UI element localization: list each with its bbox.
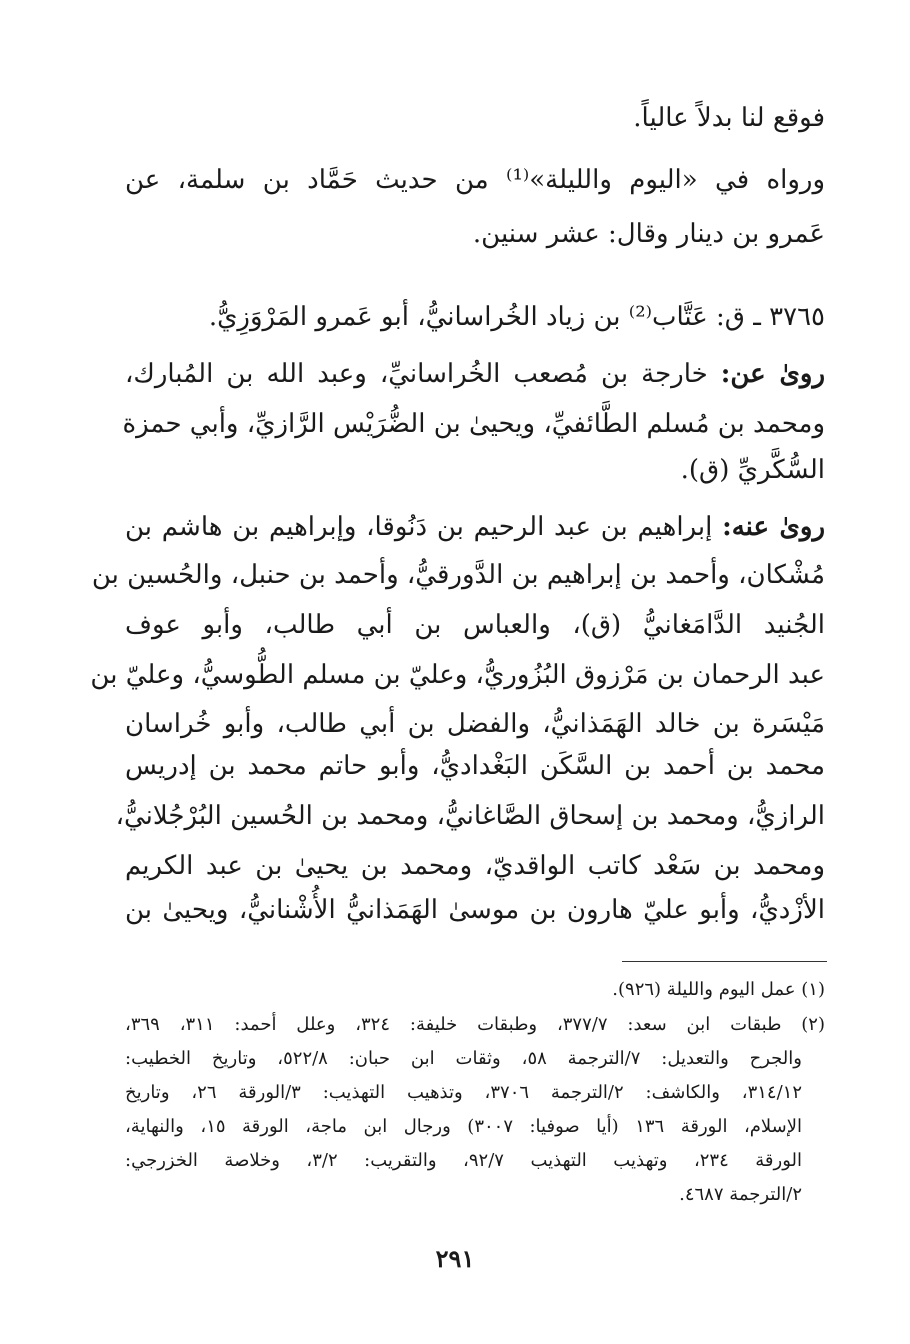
text-line: فوقع لنا بدلاً عالياً. [633, 103, 825, 133]
footnote-line: الورقة ٢٣٤، وتهذيب التهذيب ٩٢/٧، والتقريب: ٣/٢، وخلاصة الخزرجي: [125, 1150, 803, 1171]
text-segment: خارجة بن مُصعب الخُراسانيِّ، وعبد الله بن المُبارك، [125, 359, 708, 389]
text-line [125, 354, 825, 394]
footnote-line: (١) عمل اليوم والليلة (٩٢٦). [612, 979, 825, 1000]
text-line: عَمرو بن دينار وقال: عشر سنين. [472, 219, 825, 249]
text-line: ورواه في «اليوم والليلة»⁽¹⁾ من حديث حَمَّاد بن سلمة، عن [125, 165, 826, 195]
entry-heading: ٣٧٦٥ ـ ق: عَتَّاب⁽²⁾ بن زياد الخُراسانيُّ، أبو عَمرو المَرْوَزِيُّ. [208, 302, 825, 332]
text-segment: إبراهيم بن عبد الرحيم بن دَنُوقا، وإبراهيم بن هاشم بن [125, 512, 713, 542]
text-line: ومحمد بن سَعْد كاتب الواقديّ، ومحمد بن يحيىٰ بن عبد الكريم [125, 851, 825, 881]
text-line: الرازيُّ، ومحمد بن إسحاق الصَّاغانيُّ، ومحمد بن الحُسين البُرْجُلانيُّ، [115, 801, 825, 831]
footnote-line: ٣١٤/١٢، والكاشف: ٢/الترجمة ٣٧٠٦، وتذهيب التهذيب: ٣/الورقة ٢٦، وتاريخ [125, 1082, 802, 1103]
text-line: عبد الرحمان بن مَرْزوق البُزُوريُّ، وعليّ بن مسلم الطُّوسيُّ، وعليّ بن [90, 660, 825, 690]
text-line: مَيْسَرة بن خالد الهَمَذانيُّ، والفضل بن أبي طالب، وأبو خُراسان [125, 709, 825, 739]
narrated-from-label: روىٰ عن: [720, 359, 825, 389]
text-line [125, 507, 825, 547]
text-line: محمد بن أحمد بن السَّكَن البَغْداديُّ، وأبو حاتم محمد بن إدريس [125, 751, 825, 781]
text-line: مُشْكان، وأحمد بن إبراهيم بن الدَّورقيُّ، وأحمد بن حنبل، والحُسين بن [91, 560, 825, 590]
text-line: ومحمد بن مُسلم الطَّائفيِّ، ويحيىٰ بن الضُّرَيْس الرَّازيِّ، وأبي حمزة [122, 409, 825, 439]
footnote-line: ٢/الترجمة ٤٦٨٧. [679, 1184, 802, 1205]
narrated-by-label: روىٰ عنه: [722, 512, 825, 542]
footnote-line: الإسلام، الورقة ١٣٦ (أيا صوفيا: ٣٠٠٧) ورجال ابن ماجة، الورقة ١٥، والنهاية، [125, 1116, 802, 1137]
text-line: الجُنيد الدَّامَغانيُّ (ق)، والعباس بن أبي طالب، وأبو عوف [125, 610, 825, 640]
text-line: السُّكَّريِّ (ق). [680, 455, 825, 485]
footnote-separator [622, 961, 827, 962]
text-line: الأزْديُّ، وأبو عليّ هارون بن موسىٰ الهَمَذانيُّ الأُشْنانيُّ، ويحيىٰ بن [125, 895, 825, 925]
page-number: ٢٩١ [435, 1244, 475, 1273]
footnote-line: (٢) طبقات ابن سعد: ٣٧٧/٧، وطبقات خليفة: ٣٢٤، وعلل أحمد: ٣١١، ٣٦٩، [125, 1014, 825, 1035]
footnote-line: والجرح والتعديل: ٧/الترجمة ٥٨، وثقات ابن حبان: ٥٢٢/٨، وتاريخ الخطيب: [125, 1048, 802, 1069]
